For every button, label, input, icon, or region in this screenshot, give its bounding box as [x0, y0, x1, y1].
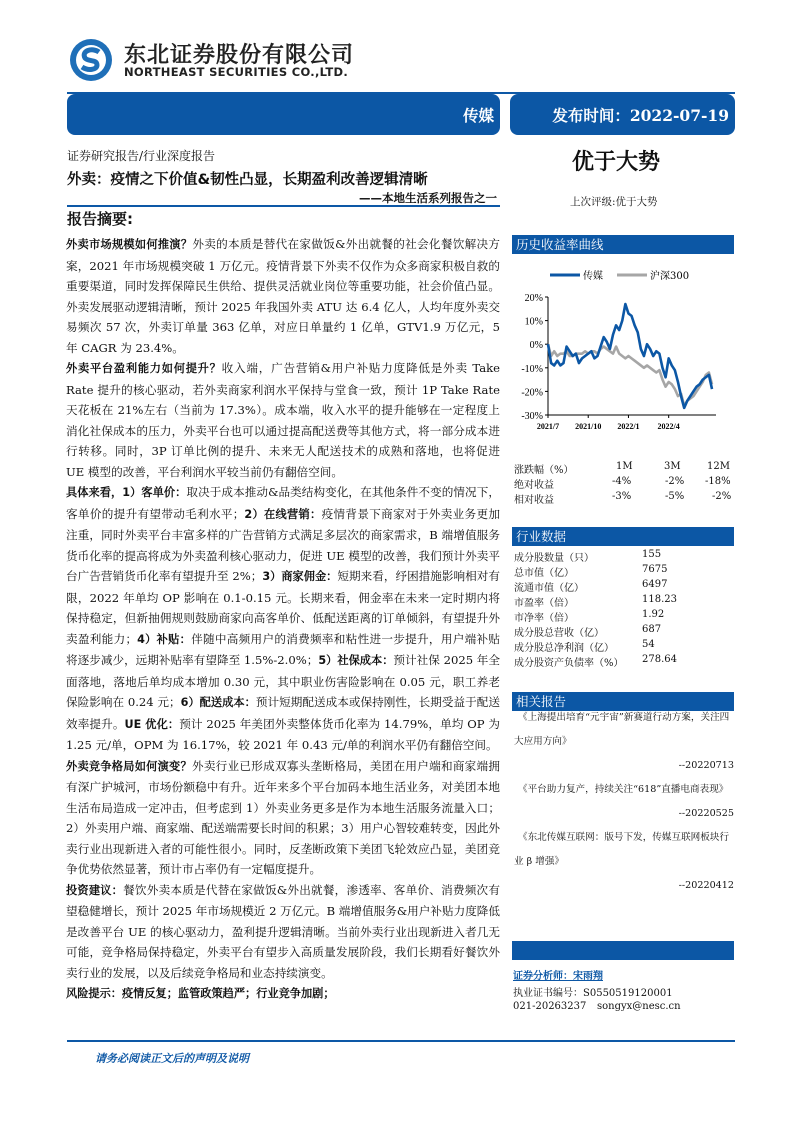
analyst-email[interactable]: songyx@nesc.cn: [597, 1001, 681, 1012]
returns-header-label: 涨跌幅（%）: [514, 465, 574, 476]
industry-value: 54: [642, 639, 655, 650]
summary-paragraph: [66, 983, 500, 1005]
publish-time: 发布时间：2022-07-19: [552, 105, 729, 125]
industry-label: 市净率（倍）: [514, 613, 574, 624]
paragraph-text: 餐饮外卖本质是代替在家做饭&外出就餐，渗透率、客单价、消费频次有望稳健增长，预计 2025 年市场规模近 2 万亿元。B 端增值服务&用户补贴力度降低是改善平台 UE 的核心驱动力，盈利提升逻辑清晰。当前外卖行业出现新进入者几无可能，竞争格局保持稳定，外卖平台有望步入高质量发展阶段，我们长期看好餐饮外卖行业的发展，以及后续竞争格局和业态持续演变。: [66, 882, 500, 980]
returns-header-12m: 12M: [707, 461, 730, 472]
title-rule: [67, 205, 500, 207]
industry-label: 流通市值（亿）: [514, 583, 584, 594]
summary-heading: 报告摘要:: [67, 210, 133, 228]
related-report-title[interactable]: 《平台助力复产，持续关注“618”直播电商表现》: [518, 784, 729, 795]
summary-paragraph: [66, 234, 500, 358]
related-report-title[interactable]: 《东北传媒互联网：版号下发，传媒互联网板块行业 β 增强》: [514, 832, 730, 867]
paragraph-text: 预计社保 2025 年全面落地，落地后单均成本增加 0.30 元，其中职业伤害险影响在 0.05 元，职工养老保险影响在 0.24 元；: [66, 653, 500, 709]
paragraph-text: 预计短期配送成本或保持刚性，长期受益于配送效率提升。: [66, 695, 500, 731]
company-name-cn: 东北证券股份有限公司: [124, 43, 355, 68]
related-report-title[interactable]: 《上海提出培育“元宇宙”新赛道行动方案，关注四大应用方向》: [514, 712, 730, 747]
industry-row: [514, 579, 732, 594]
paragraph-lead: 6）配送成本：: [180, 696, 256, 709]
analyst-section-bar: [512, 941, 734, 960]
y-tick-label: -30%: [521, 411, 543, 422]
analyst-license: 执业证书编号：S0550519120001: [513, 988, 673, 999]
returns-header: [514, 461, 732, 476]
returns-value: -2%: [665, 476, 685, 487]
y-tick-label: 10%: [524, 316, 543, 328]
industry-label: 成分股总净利润（亿）: [514, 643, 614, 654]
rating: 优于大势: [572, 149, 661, 175]
paragraph-lead: 2）在线营销：: [244, 507, 322, 521]
paragraph-text: 外卖行业已形成双寡头垄断格局，美团在用户端和商家端拥有深广护城河，市场份额稳中有升。近年来多个平台加码本地生活业务，对美团本地生活布局造成一定冲击，但考虑到 1）外卖业务更多是作为本地生活服务流量入口；2）外卖用户端、商家端、配送端需要长时间的积累；3）用户心智较难转变，因此外卖行业出现新进入者的可能性很小。同时，反垄断政策下美团飞轮效应凸显，美团竞争优势依然显著，预计市占率仍有一定幅度提升。: [66, 758, 500, 876]
returns-row-label: 绝对收益: [514, 480, 554, 491]
paragraph-lead: 外卖市场规模如何推演？: [66, 238, 193, 251]
y-tick-label: -20%: [521, 387, 543, 399]
y-tick-label: 0%: [529, 340, 543, 352]
returns-value: -3%: [612, 491, 632, 502]
industry-label: 成分股资产负债率（%）: [514, 658, 624, 669]
industry-value: 118.23: [642, 594, 677, 605]
report-title: 外卖：疫情之下价值&韧性凸显，长期盈利改善逻辑清晰: [67, 172, 428, 188]
chart-section-title: 历史收益率曲线: [512, 235, 734, 254]
industry-value: 7675: [642, 564, 668, 575]
industry-label: 总市值（亿）: [514, 568, 574, 579]
report-category: 证券研究报告/行业深度报告: [67, 149, 216, 163]
summary-paragraph: [66, 756, 500, 880]
industry-row: [514, 639, 732, 654]
returns-header-1m: 1M: [616, 461, 633, 472]
paragraph-lead: 4）补贴：: [137, 632, 192, 646]
paragraph-lead: 外卖平台盈利能力如何提升？: [66, 362, 222, 375]
related-reports: [514, 706, 734, 898]
x-tick-label: 2021/10: [575, 422, 602, 431]
analyst-name[interactable]: 证券分析师：宋雨翔: [513, 971, 603, 982]
returns-value: -2%: [712, 491, 732, 502]
industry-value: 1.92: [642, 609, 665, 620]
footer-rule: [67, 1040, 735, 1042]
returns-value: -4%: [612, 476, 632, 487]
related-section-title: 相关报告: [512, 692, 734, 711]
industry-value: 6497: [642, 579, 668, 590]
industry-row: [514, 564, 732, 579]
industry-row: [514, 549, 732, 564]
returns-row: [514, 491, 732, 506]
returns-row: [514, 476, 732, 491]
industry-value: 278.64: [642, 654, 677, 665]
paragraph-lead: 风险提示：疫情反复；监管政策趋严；行业竞争加剧；: [66, 987, 335, 1000]
return-chart: [510, 262, 735, 434]
returns-header-3m: 3M: [664, 461, 681, 472]
summary-paragraph: [66, 358, 500, 482]
paragraph-text: 外卖的本质是替代在家做饭&外出就餐的社会化餐饮解决方案，2021 年市场规模突破 1 万亿元。疫情背景下外卖不仅作为众多商家积极自救的重要渠道，同时发挥保障民生供给、提供灵活就业岗位等重要功能，社会价值凸显。外卖发展驱动逻辑清晰，预计 2025 年我国外卖 ATU 达 6.4 亿人，人均年度外卖交易频次 57 次，外卖订单量 363 亿单，对应日单量约 1 亿单，GTV1.9 万亿元，5 年 CAGR 为 23.4%。: [66, 237, 500, 355]
report-subtitle: ——本地生活系列报告之一: [359, 191, 497, 205]
paragraph-lead: 外卖竞争格局如何演变？: [66, 759, 192, 773]
x-tick-label: 2022/4: [657, 422, 680, 431]
previous-rating: 上次评级:优于大势: [570, 196, 658, 208]
industry-label: 成分股总营收（亿）: [514, 628, 604, 639]
returns-row-label: 相对收益: [514, 495, 554, 506]
x-tick-label: 2022/1: [617, 422, 640, 431]
industry-label: 成分股数量（只）: [514, 553, 594, 564]
paragraph-text: 疫情背景下商家对于外卖业务更加注重，同时外卖平台丰富多样的广告营销方式满足多层次的商家需求，B 端增值服务货币化率的提高将成为外卖盈利核心驱动力，促进 UE 模型的改善，我们预计外卖平台广告营销货币化率有望提升至 2%；: [66, 506, 500, 583]
paragraph-text: 短期来看，纾困措施影响相对有限，2022 年单均 OP 影响在 0.1-0.15 元。长期来看，佣金率在未来一定时期内将保持稳定，但新抽佣规则鼓励商家向高客单价、低配送距离的订单倾斜，有望提升外卖盈利能力；: [66, 569, 500, 646]
publish-banner: [510, 94, 735, 135]
industry-value: 155: [642, 549, 662, 560]
industry-label: 市盈率（倍）: [514, 598, 574, 609]
paragraph-text: 收入端，广告营销&用户补贴力度降低是外卖 Take Rate 提升的核心驱动，若外卖商家利润水平保持与堂食一致，预计 1P Take Rate 天花板在 21%左右（当前为 17.3%）。成本端，收入水平的提升能够在一定程度上消化社保成本的压力，外卖平台也可以通过提高配送费等其他方式，将一部分成本进行转移。同时，3P 订单比例的提升、未来无人配送技术的成熟和落地，也将促进 UE 模型的改善，平台利润水平较当前仍有翻倍空间。: [66, 361, 500, 479]
y-tick-label: 20%: [524, 293, 543, 304]
industry-row: [514, 654, 732, 669]
paragraph-text: 伴随中高频用户的消费频率和粘性进一步提升，用户端补贴将逐步减少，远期补贴率有望降至 1.5%-2.0%；: [66, 631, 500, 667]
sector-label: 传媒: [462, 105, 494, 125]
industry-section-title: 行业数据: [512, 527, 734, 546]
industry-row: [514, 594, 732, 609]
summary-body: [66, 234, 500, 1005]
related-report-date: --20220713: [678, 760, 734, 771]
company-logo-icon: [68, 37, 114, 83]
related-report-date: --20220412: [678, 880, 734, 891]
legend-label: 传媒: [583, 271, 603, 282]
summary-paragraph: [66, 482, 500, 756]
paragraph-text: 预计 2025 年美团外卖整体货币化率为 14.79%，单均 OP 为 1.25 元/单，OPM 为 16.17%，较 2021 年 0.43 元/单的利润水平仍有翻倍空间。: [66, 716, 500, 752]
paragraph-lead: 投资建议：: [66, 883, 124, 897]
x-tick-label: 2021/7: [536, 422, 560, 431]
related-report-date: --20220525: [678, 808, 734, 819]
industry-row: [514, 624, 732, 639]
y-tick-label: -10%: [521, 363, 543, 375]
industry-value: 687: [642, 624, 662, 635]
paragraph-lead: 具体来看，1）客单价：: [66, 486, 187, 499]
sector-banner: [67, 94, 500, 135]
paragraph-lead: 5）社保成本：: [318, 654, 394, 667]
industry-row: [514, 609, 732, 624]
returns-value: -18%: [705, 476, 731, 487]
summary-paragraph: [66, 880, 500, 984]
paragraph-text: 取决于成本推动&品类结构变化，在其他条件不变的情况下，客单价的提升有望带动毛利水平；: [66, 485, 500, 521]
footer-notice: 请务必阅读正文后的声明及说明: [95, 1052, 249, 1065]
paragraph-lead: 3）商家佣金：: [262, 570, 338, 583]
returns-value: -5%: [665, 491, 685, 502]
legend-label: 沪深300: [650, 271, 690, 282]
paragraph-lead: UE 优化：: [124, 717, 180, 731]
company-name-en: NORTHEAST SECURITIES CO.,LTD.: [124, 65, 348, 79]
analyst-phone: 021-20263237: [513, 1001, 587, 1012]
